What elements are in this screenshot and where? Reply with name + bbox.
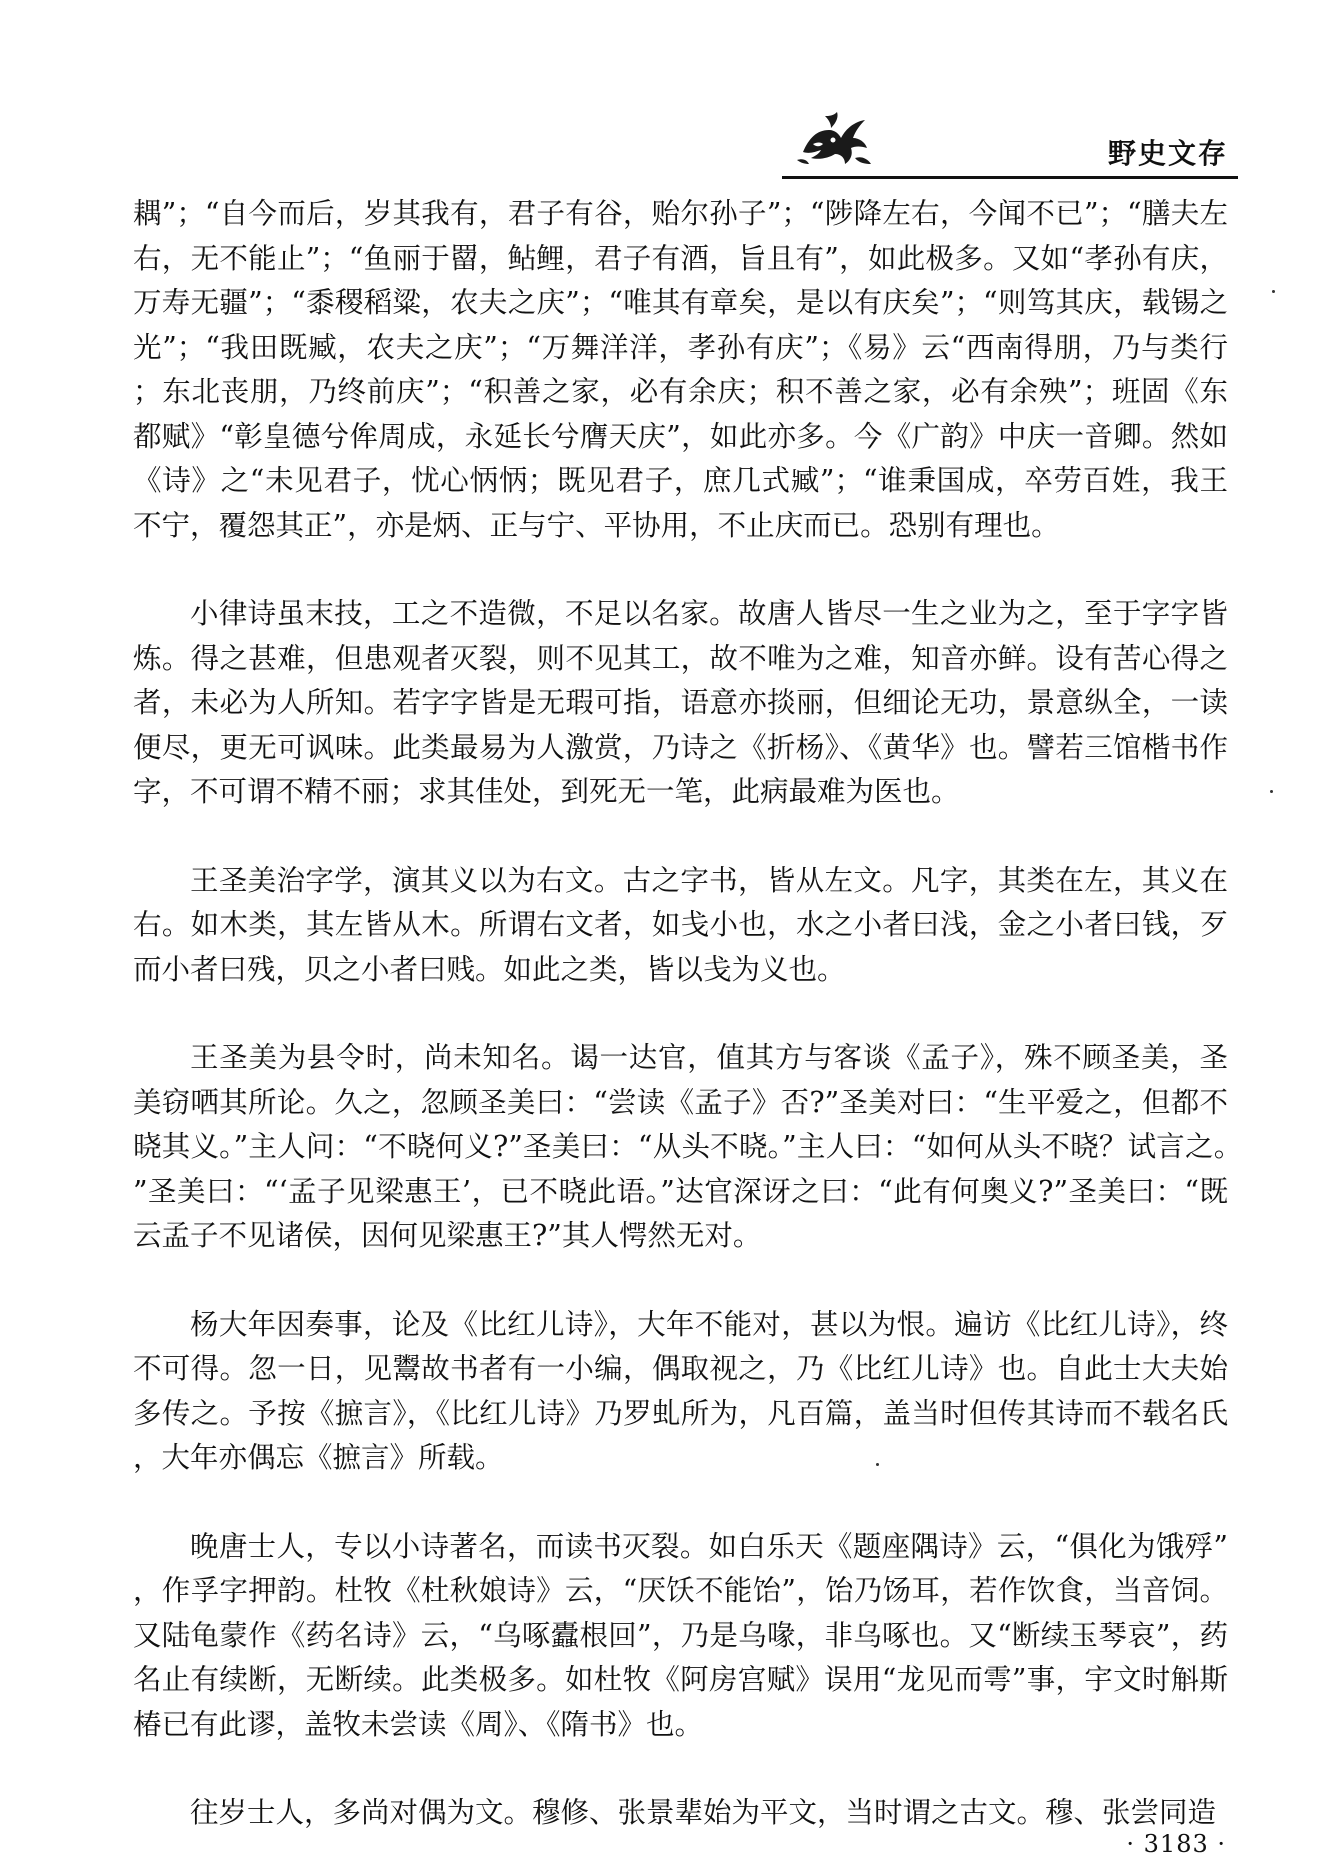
page-number: · 3183 · [1126,1830,1226,1858]
scan-speck [876,1463,879,1466]
paragraph-2: 小律诗虽末技，工之不造微，不足以名家。故唐人皆尽一生之业为之，至于字字皆炼。得之甚难，但患观者灭裂，则不见其工，故不唯为之难，知音亦鲜。设有苦心得之者，未必为人所知。若字字皆是无瑕可指，语意亦掞丽，但细论无功，景意纵全，一读便尽，更无可讽味。此类最易为人激赏，乃诗之《折杨》、《黄华》也。譬若三馆楷书作字，不可谓不精不丽；求其佳处，到死无一笔，此病最难为医也。 [133,597,1228,808]
paragraph-4: 王圣美为县令时，尚未知名。谒一达官，值其方与客谈《孟子》，殊不顾圣美，圣美窃哂其所论。久之，忽顾圣美曰：“尝读《孟子》否?”圣美对曰：“生平爱之，但都不晓其义。”主人问：“不晓何义?”圣美曰：“从头不晓。”主人曰：“如何从头不晓？试言之。”圣美曰：“‘孟子见梁惠王’，已不晓此语。”达官深讶之曰：“此有何奥义?”圣美曰：“既云孟子不见诸侯，因何见梁惠王?”其人愕然无对。 [133,1041,1228,1252]
paragraph-5: 杨大年因奏事，论及《比红儿诗》，大年不能对，甚以为恨。遍访《比红儿诗》，终不可得。忽一日，见鬻故书者有一小编，偶取视之，乃《比红儿诗》也。自此士大夫始多传之。予按《摭言》，《比红儿诗》乃罗虬所为，凡百篇，盖当时但传其诗而不载名氏，大年亦偶忘《摭言》所载。 [133,1307,1228,1474]
paragraph-6: 晚唐士人，专以小诗著名，而读书灭裂。如白乐天《题座隅诗》云，“俱化为饿殍”，作孚字押韵。杜牧《杜秋娘诗》云，“厌饫不能饴”，饴乃饧耳，若作饮食，当音饲。又陆龟蒙作《药名诗》云，“乌啄蠹根回”，乃是乌喙，非乌啄也。又“断续玉琴哀”，药名止有续断，无断续。此类极多。如杜牧《阿房宫赋》误用“龙见而雩”事，宇文时斛斯椿已有此谬，盖牧未尝读《周》、《隋书》也。 [133,1529,1228,1741]
paragraph-3: 王圣美治字学，演其义以为右文。古之字书，皆从左文。凡字，其类在左，其义在右。如木类，其左皆从木。所谓右文者，如戋小也，水之小者曰浅，金之小者曰钱，歹而小者曰残，贝之小者曰贱。如此之类，皆以戋为义也。 [133,863,1228,986]
paragraph-7: 往岁士人，多尚对偶为文。穆修、张景辈始为平文，当时谓之古文。穆、张尝同造 [190,1796,1217,1829]
running-header [0,100,1322,180]
scan-speck [1272,290,1275,293]
series-title: 野史文存 [1108,137,1229,170]
body-text [133,192,1228,1836]
scan-speck [1270,790,1273,793]
dragon-emblem-icon [795,108,873,168]
paragraph-1: 耦”；“自今而后，岁其我有，君子有谷，贻尔孙子”；“陟降左右，今闻不已”；“膳夫左右，无不能止”；“鱼丽于罶，鲇鲤，君子有酒，旨且有”，如此极多。又如“孝孙有庆，万寿无疆”；“黍稷稻粱，农夫之庆”；“唯其有章矣，是以有庆矣”；“则笃其庆，载锡之光”；“我田既臧，农夫之庆”；“万舞洋洋，孝孙有庆”；《易》云“西南得朋，乃与类行；东北丧朋，乃终前庆”；“积善之家，必有余庆；积不善之家，必有余殃”；班固《东都赋》“彰皇德兮侔周成，永延长兮膺天庆”，如此亦多。今《广韵》中庆一音卿。然如《诗》之“未见君子，忧心怲怲；既见君子，庶几式臧”；“谁秉国成，卒劳百姓，我王不宁，覆怨其正”，亦是炳、正与宁、平协用，不止庆而已。恐别有理也。 [133,197,1228,542]
header-rule [782,176,1238,179]
